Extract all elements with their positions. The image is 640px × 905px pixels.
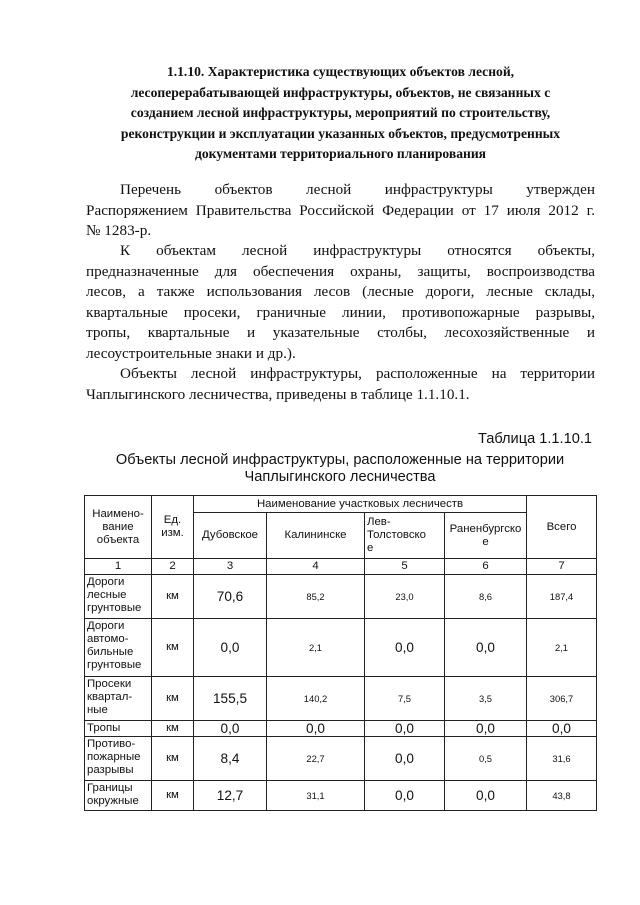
index-cell: 4: [267, 559, 365, 575]
paragraph-line: Перечень объектов лесной инфраструктуры утвержден: [120, 181, 595, 198]
table-row: [85, 619, 597, 677]
row-unit: км: [152, 575, 194, 619]
row-value: 7,5: [365, 677, 445, 721]
row-value: 0,0: [365, 737, 445, 781]
index-cell: 7: [527, 559, 597, 575]
section-heading-line: лесоперерабатывающей инфраструктуры, объектов, не связанных с: [130, 84, 551, 100]
row-value: 85,2: [267, 575, 365, 619]
table-row: [85, 677, 597, 721]
row-value: 22,7: [267, 737, 365, 781]
row-value: 43,8: [527, 781, 597, 811]
index-cell: 5: [365, 559, 445, 575]
row-value: 8,6: [445, 575, 527, 619]
row-value: 187,4: [527, 575, 597, 619]
row-unit: км: [152, 737, 194, 781]
paragraph-line: Чаплыгинского лесничества, приведены в таблице 1.1.10.1.: [86, 385, 470, 403]
row-value: 0,0: [365, 721, 445, 737]
paragraph-line: К объектам лесной инфраструктуры относятся объекты,: [120, 242, 595, 259]
paragraph-2: [86, 241, 595, 364]
paragraph-line: лесов, а также использования лесов (лесные дороги, лесные склады,: [86, 283, 595, 300]
header-total: Всего: [527, 496, 597, 559]
row-unit: км: [152, 677, 194, 721]
table-number: Таблица 1.1.10.1: [477, 431, 592, 447]
row-value: 0,0: [445, 619, 527, 677]
header-unit: Ед. изм.: [152, 496, 194, 559]
row-object-name: Противо- пожарные разрывы: [85, 737, 152, 781]
row-value: 0,0: [527, 721, 597, 737]
header-district: Лев- Толстовско е: [365, 513, 445, 559]
section-heading-line: 1.1.10. Характеристика существующих объектов лесной,: [166, 64, 515, 79]
index-cell: 3: [194, 559, 267, 575]
row-value: 0,5: [445, 737, 527, 781]
header-district: Калининске: [267, 513, 365, 559]
row-value: 0,0: [445, 721, 527, 737]
row-value: 31,6: [527, 737, 597, 781]
row-value: 0,0: [445, 781, 527, 811]
table-row: [85, 721, 597, 737]
row-value: 3,5: [445, 677, 527, 721]
row-value: 31,1: [267, 781, 365, 811]
row-value: 23,0: [365, 575, 445, 619]
row-unit: км: [152, 781, 194, 811]
row-object-name: Просеки квартал- ные: [85, 677, 152, 721]
paragraph-line: № 1283-р.: [86, 222, 152, 239]
table-row: [85, 575, 597, 619]
infrastructure-table: [84, 495, 597, 811]
header-districts-group: Наименование участковых лесничеств: [194, 496, 527, 513]
index-cell: 2: [152, 559, 194, 575]
table-title-line: Объекты лесной инфраструктуры, расположенные на территории: [115, 452, 565, 468]
header-district: Раненбургско е: [445, 513, 527, 559]
section-heading-line: реконструкции и эксплуатации указанных объектов, предусмотренных: [120, 125, 561, 141]
row-value: 306,7: [527, 677, 597, 721]
index-cell: 6: [445, 559, 527, 575]
paragraph-3: [86, 364, 595, 405]
table-title: [100, 452, 580, 486]
row-object-name: Границы окружные: [85, 781, 152, 811]
index-cell: 1: [85, 559, 152, 575]
paragraph-line: тропы, квартальные и указательные столбы, лесохозяйственные и: [86, 324, 595, 341]
paragraph-line: Распоряжением Правительства Российской Федерации от 17 июля 2012 г.: [86, 201, 595, 219]
row-object-name: Дороги автомо- бильные грунтовые: [85, 619, 152, 677]
section-heading-line: созданием лесной инфраструктуры, мероприятий по строительству,: [130, 105, 551, 121]
table-row: [85, 781, 597, 811]
paragraph-line: лесоустроительные знаки и др.).: [86, 344, 296, 362]
section-heading: [88, 62, 593, 165]
row-value: 140,2: [267, 677, 365, 721]
section-heading-line: документами территориального планирования: [194, 146, 487, 162]
row-value: 2,1: [527, 619, 597, 677]
row-value: 0,0: [194, 721, 267, 737]
row-value: 8,4: [194, 737, 267, 781]
paragraph-line: квартальные просеки, граничные линии, противопожарные разрывы,: [86, 303, 595, 321]
row-value: 0,0: [365, 781, 445, 811]
row-object-name: Дороги лесные грунтовые: [85, 575, 152, 619]
table-title-line: Чаплыгинского лесничества: [244, 469, 436, 485]
row-unit: км: [152, 721, 194, 737]
paragraph-line: предназначенные для обеспечения охраны, защиты, воспроизводства: [86, 262, 595, 280]
row-value: 0,0: [365, 619, 445, 677]
row-value: 0,0: [267, 721, 365, 737]
row-value: 155,5: [194, 677, 267, 721]
table-row: [85, 737, 597, 781]
header-object-name: Наимено- вание объекта: [85, 496, 152, 559]
paragraph-1: [86, 180, 595, 242]
row-value: 70,6: [194, 575, 267, 619]
row-value: 0,0: [194, 619, 267, 677]
row-unit: км: [152, 619, 194, 677]
row-object-name: Тропы: [85, 721, 152, 737]
header-district: Дубовское: [194, 513, 267, 559]
row-value: 2,1: [267, 619, 365, 677]
paragraph-line: Объекты лесной инфраструктуры, расположенные на территории: [120, 365, 595, 382]
row-value: 12,7: [194, 781, 267, 811]
